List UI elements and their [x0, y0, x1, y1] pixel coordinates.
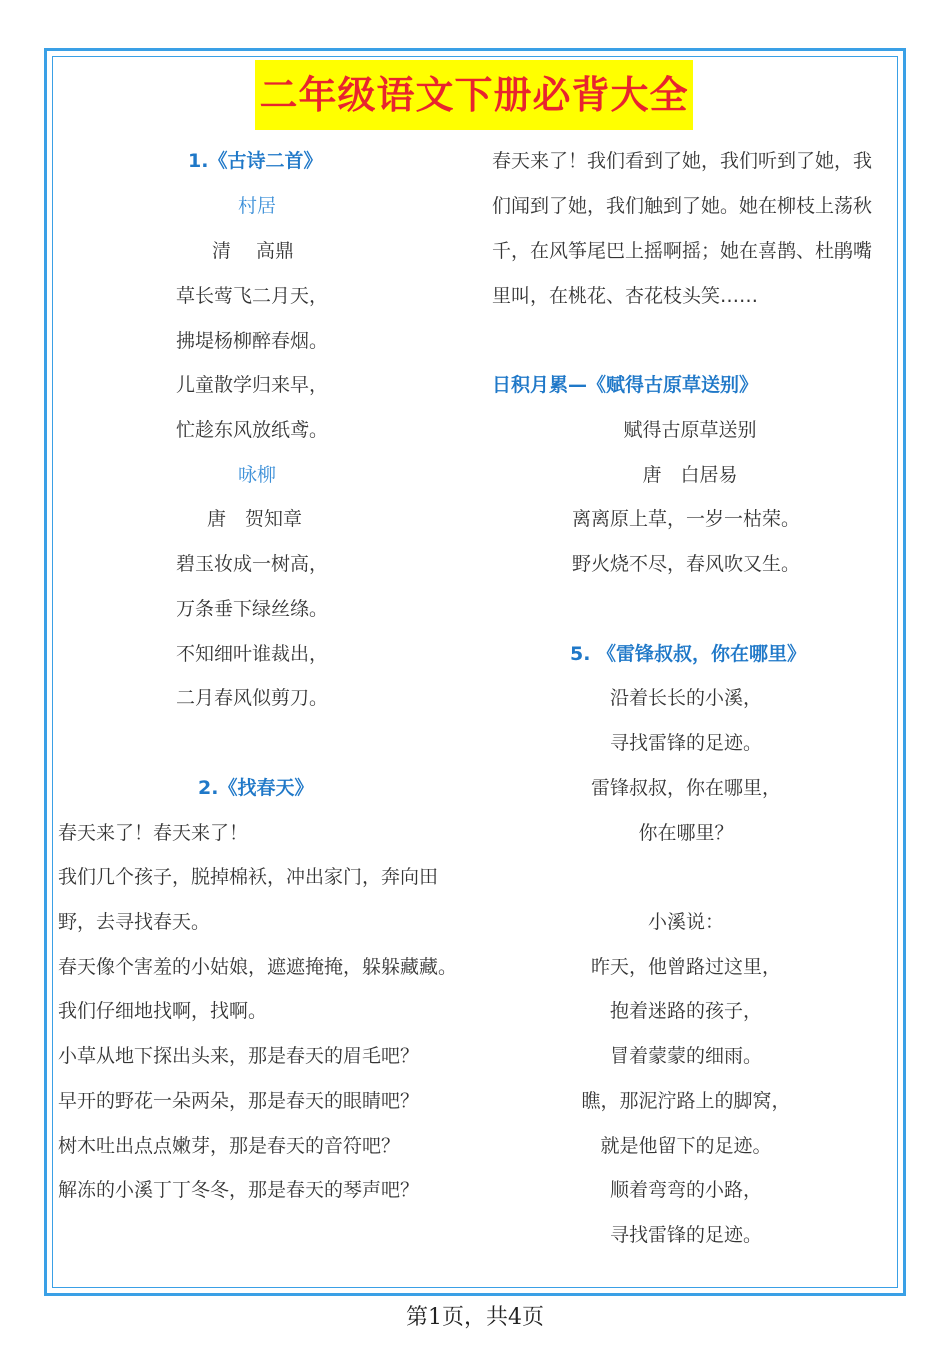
section-2-heading: 2.《找春天》	[198, 777, 314, 799]
poem-1-line: 儿童散学归来早，	[176, 374, 329, 396]
section-5-line: 就是他留下的足迹。	[600, 1135, 772, 1157]
section-5-line: 瞧，那泥泞路上的脚窝，	[581, 1090, 791, 1112]
section-5-line: 雷锋叔叔，你在哪里，	[590, 777, 782, 799]
section-5-line: 顺着弯弯的小路，	[609, 1179, 763, 1201]
poem-1-title: 村居	[237, 195, 277, 217]
section-2-line: 春天像个害羞的小姑娘，遮遮掩掩，躲躲藏藏。	[58, 956, 458, 978]
section-5-line: 寻找雷锋的足迹。	[609, 1224, 763, 1246]
section-5-heading: 5. 《雷锋叔叔，你在哪里》	[569, 643, 807, 665]
poem-1-author: 清 高鼎	[212, 240, 295, 262]
section-2-line: 小草从地下探出头来，那是春天的眉毛吧？	[58, 1045, 420, 1067]
section-5-line: 你在哪里？	[638, 822, 734, 844]
section-5-line: 昨天，他曾路过这里，	[590, 956, 782, 978]
poem-2-line: 不知细叶谁裁出，	[176, 643, 329, 665]
section-2-line: 我们几个孩子，脱掉棉袄，冲出家门，奔向田	[58, 866, 439, 888]
poem-3-line: 野火烧不尽，春风吹又生。	[571, 553, 801, 575]
poem-1-line: 拂堤杨柳醉春烟。	[176, 330, 329, 352]
poem-1-line: 忙趁东风放纸鸢。	[176, 419, 329, 441]
poem-3-title: 赋得古原草送别	[623, 419, 757, 441]
poem-2-line: 二月春风似剪刀。	[176, 687, 329, 709]
paragraph-line: 春天来了！我们看到了她，我们听到了她，我	[492, 150, 873, 172]
section-1-heading: 1.《古诗二首》	[188, 150, 323, 172]
page-number-footer: 第1页，共4页	[406, 1305, 544, 1330]
poem-2-title: 咏柳	[237, 464, 277, 486]
section-5-line: 冒着蒙蒙的细雨。	[609, 1045, 763, 1067]
poem-2-line: 碧玉妆成一树高，	[176, 553, 329, 575]
section-5-line: 抱着迷路的孩子，	[609, 1000, 763, 1022]
paragraph-line: 里叫，在桃花、杏花枝头笑……	[492, 285, 759, 307]
section-2-line: 野，去寻找春天。	[58, 911, 211, 933]
section-5-says: 小溪说：	[647, 911, 725, 933]
section-2-line: 春天来了！春天来了！	[58, 822, 249, 844]
paragraph-line: 们闻到了她，我们触到了她。她在柳枝上荡秋	[492, 195, 873, 217]
section-2-line: 我们仔细地找啊，找啊。	[58, 1000, 268, 1022]
paragraph-line: 千，在风筝尾巴上摇啊摇；她在喜鹊、杜鹃嘴	[492, 240, 873, 262]
section-5-line: 寻找雷锋的足迹。	[609, 732, 763, 754]
section-2-line: 早开的野花一朵两朵，那是春天的眼睛吧？	[58, 1090, 420, 1112]
poem-1-line: 草长莺飞二月天，	[176, 285, 329, 307]
section-2-line: 树木吐出点点嫩芽，那是春天的音符吧？	[58, 1135, 401, 1157]
poem-2-author: 唐 贺知章	[207, 508, 303, 530]
section-2-line: 解冻的小溪丁丁冬冬，那是春天的琴声吧？	[58, 1179, 420, 1201]
accumulation-heading: 日积月累—《赋得古原草送别》	[492, 374, 759, 396]
page-title: 二年级语文下册必背大全	[255, 60, 693, 130]
poem-3-line: 离离原上草，一岁一枯荣。	[571, 508, 801, 530]
poem-3-author: 唐 白居易	[642, 464, 738, 486]
section-5-line: 沿着长长的小溪，	[609, 687, 763, 709]
poem-2-line: 万条垂下绿丝绦。	[176, 598, 329, 620]
